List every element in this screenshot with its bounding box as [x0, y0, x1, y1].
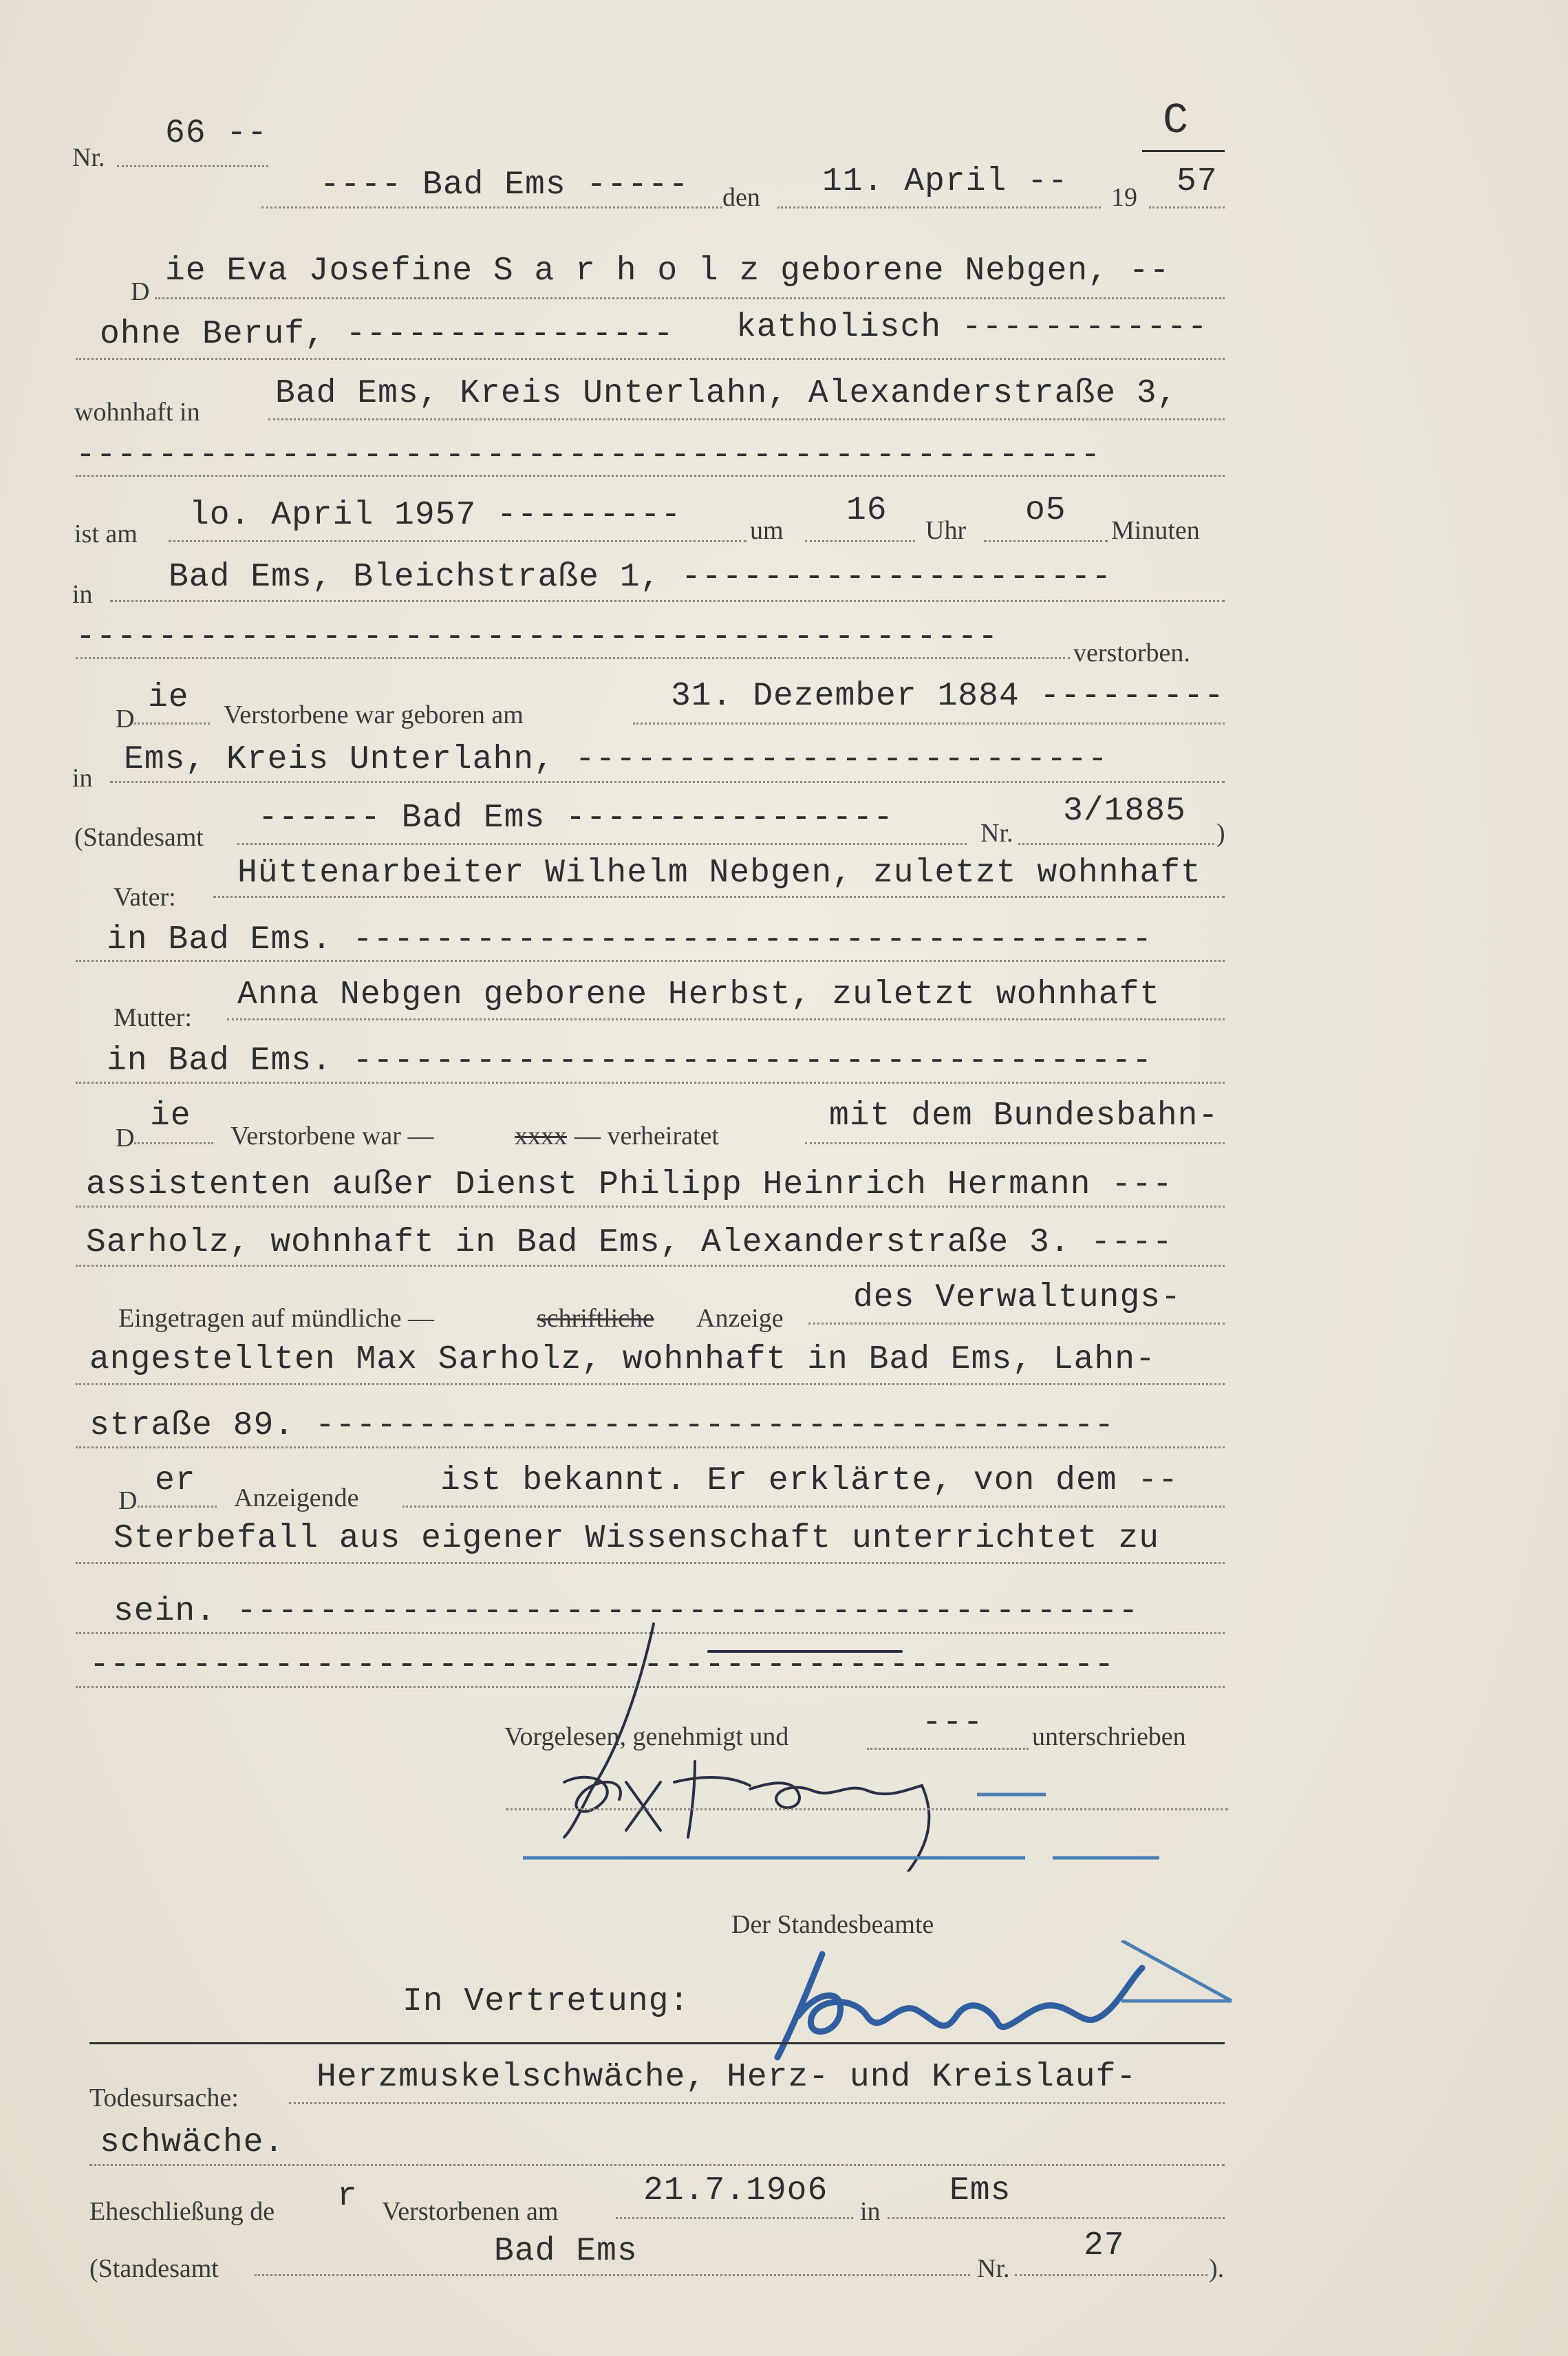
- dotted-line: [155, 297, 1225, 299]
- d-prefix: D: [116, 705, 135, 733]
- mutter: Anna Nebgen geborene Herbst, zuletzt wohnhaft: [237, 976, 1161, 1014]
- in-vertretung: In Vertretung:: [402, 1983, 690, 2020]
- register-date: 11. April --: [822, 163, 1068, 200]
- dotted-line: [402, 1506, 1225, 1508]
- close-paren: ): [1216, 819, 1225, 848]
- dotted-line: [261, 206, 722, 208]
- dotted-line: [616, 2217, 853, 2219]
- informant-line-1: des Verwaltungs-: [853, 1279, 1181, 1316]
- nr-value: 66 --: [165, 115, 268, 152]
- d-suffix: er: [155, 1462, 196, 1499]
- dotted-line: [227, 1018, 1225, 1020]
- religion: katholisch ------------: [736, 309, 1208, 346]
- spouse-line-1: mit dem Bundesbahn-: [829, 1097, 1219, 1135]
- dotted-line: [289, 2102, 1225, 2104]
- dotted-line: [76, 1562, 1225, 1564]
- birth-standesamt: ------ Bad Ems ----------------: [258, 800, 894, 837]
- dotted-line: [76, 1082, 1225, 1084]
- vater-label: Vater:: [114, 883, 176, 912]
- registrar-signature: [757, 1940, 1238, 2064]
- birth-date: 31. Dezember 1884 ---------: [671, 678, 1225, 715]
- dotted-line: [76, 960, 1225, 962]
- close-paren: ).: [1209, 2254, 1225, 2283]
- wohnhaft-label: wohnhaft in: [74, 398, 200, 427]
- dotted-line: [633, 722, 1225, 725]
- marriage-place: Ems: [949, 2172, 1011, 2209]
- anzeigende-label: Anzeigende: [234, 1484, 359, 1512]
- death-date: lo. April 1957 ---------: [189, 497, 682, 534]
- dotted-line: [89, 2164, 1225, 2166]
- dotted-line: [1149, 206, 1225, 208]
- dotted-line: [76, 475, 1225, 477]
- vater: Hüttenarbeiter Wilhelm Nebgen, zuletzt wohnhaft: [237, 855, 1201, 892]
- death-minutes: o5: [1025, 492, 1066, 529]
- d-suffix: ie: [148, 679, 189, 716]
- series-letter: C: [1163, 96, 1190, 145]
- todesursache-label: Todesursache:: [89, 2084, 239, 2112]
- cause-line-2: schwäche.: [100, 2124, 285, 2161]
- dotted-line: [213, 896, 1225, 898]
- geboren-label: Verstorbene war geboren am: [224, 700, 524, 729]
- register-place: ---- Bad Ems -----: [320, 167, 689, 204]
- dotted-line: [76, 1206, 1225, 1208]
- verstorben-label: verstorben.: [1073, 639, 1190, 667]
- informant-line-2: angestellten Max Sarholz, wohnhaft in Bad Ems, Lahn-: [89, 1341, 1156, 1378]
- dotted-line: [117, 165, 268, 167]
- vorgelesen-dash: ---: [922, 1704, 984, 1742]
- de-suffix: r: [337, 2178, 358, 2215]
- d-suffix: ie: [150, 1097, 191, 1135]
- anzeige-label: Anzeige: [696, 1304, 784, 1333]
- struck-text: schriftliche: [537, 1304, 654, 1333]
- dotted-line: [268, 418, 1225, 420]
- birth-nr: 3/1885: [1063, 793, 1186, 830]
- eingetragen-label: Eingetragen auf mündliche —: [118, 1304, 435, 1333]
- um-label: um: [750, 516, 784, 545]
- d-prefix: D: [131, 277, 150, 306]
- dotted-line: [76, 358, 1225, 360]
- mutter-label: Mutter:: [114, 1003, 192, 1032]
- deceased-address: Bad Ems, Kreis Unterlahn, Alexanderstraße 3,: [275, 375, 1178, 412]
- mutter-continuation: in Bad Ems. ---------------------------------------: [107, 1042, 1153, 1080]
- informant-line-3: straße 89. ---------------------------------------: [89, 1407, 1115, 1444]
- dotted-line: [506, 1808, 1228, 1810]
- spouse-line-2: assistenten außer Dienst Philipp Heinrich Hermann ---: [86, 1166, 1173, 1203]
- dotted-line: [76, 1265, 1225, 1267]
- separator-line: [89, 2042, 1225, 2044]
- dotted-line: [777, 206, 1101, 208]
- dotted-line: [984, 540, 1108, 542]
- fraction-line: [1142, 150, 1225, 152]
- marriage-standesamt: Bad Ems: [494, 2233, 638, 2270]
- year-suffix: 57: [1177, 163, 1218, 200]
- dotted-line: [134, 722, 210, 725]
- dotted-line: [138, 1506, 217, 1508]
- marriage-date: 21.7.19o6: [643, 2172, 828, 2209]
- nr-label: Nr.: [977, 2254, 1010, 2283]
- verstorbenen-am-label: Verstorbenen am: [382, 2197, 559, 2226]
- informant-line-4: --------------------------------------------------: [89, 1647, 1115, 1684]
- occupation: ohne Beruf, ----------------: [100, 316, 674, 353]
- standesbeamte-label: Der Standesbeamte: [731, 1910, 934, 1939]
- unterschrieben-label: unterschrieben: [1032, 1722, 1186, 1751]
- dotted-line: [169, 540, 747, 542]
- d-prefix: D: [118, 1486, 138, 1515]
- ist-am-label: ist am: [74, 520, 138, 548]
- cause-line-1: Herzmuskelschwäche, Herz- und Kreislauf-: [316, 2059, 1137, 2096]
- verstorbene-war-label: Verstorbene war —: [230, 1122, 434, 1150]
- marriage-nr: 27: [1084, 2227, 1125, 2264]
- struck-text: xxxx: [515, 1122, 567, 1150]
- eheschliessung-label: Eheschließung de: [89, 2197, 275, 2226]
- informant-line-2: Sterbefall aus eigener Wissenschaft unterrichtet zu: [114, 1520, 1160, 1557]
- dotted-line: [110, 600, 1225, 602]
- dotted-line: [134, 1142, 213, 1144]
- standesamt-label: (Standesamt: [74, 823, 204, 852]
- deceased-name: ie Eva Josefine S a r h o l z geborene Nebgen, --: [165, 253, 1170, 290]
- standesamt-label: (Standesamt: [89, 2254, 219, 2283]
- informant-line-1: ist bekannt. Er erklärte, von dem --: [440, 1462, 1179, 1499]
- informant-line-3: sein. --------------------------------------------: [114, 1593, 1139, 1630]
- informant-signature: [523, 1610, 1211, 1872]
- verheiratet-label: — verheiratet: [574, 1122, 719, 1150]
- vorgelesen-label: Vorgelesen, genehmigt und: [504, 1722, 789, 1751]
- dotted-line: [237, 843, 967, 845]
- dotted-line: [888, 2217, 1225, 2219]
- death-place-continuation: ---------------------------------------------: [76, 619, 999, 656]
- dotted-line: [1015, 2274, 1207, 2276]
- dotted-line: [805, 540, 915, 542]
- in-label: in: [72, 580, 93, 609]
- den-label: den: [722, 183, 760, 212]
- nr-label: Nr.: [72, 143, 105, 172]
- dotted-line: [110, 781, 1225, 783]
- dotted-line: [255, 2274, 970, 2276]
- birth-place: Ems, Kreis Unterlahn, --------------------------: [124, 741, 1108, 778]
- nr-label: Nr.: [980, 819, 1013, 848]
- dotted-line: [805, 1142, 1225, 1144]
- address-continuation: --------------------------------------------------: [76, 437, 1102, 474]
- death-place: Bad Ems, Bleichstraße 1, ---------------------: [169, 559, 1113, 596]
- in-label: in: [72, 764, 93, 793]
- dotted-line: [808, 1322, 1225, 1325]
- dotted-line: [76, 1446, 1225, 1448]
- d-prefix: D: [116, 1124, 135, 1153]
- vater-continuation: in Bad Ems. ---------------------------------------: [107, 921, 1153, 959]
- year-prefix: 19: [1111, 183, 1137, 212]
- dotted-line: [1018, 843, 1214, 845]
- dotted-line: [76, 657, 1070, 659]
- in-label: in: [860, 2197, 881, 2226]
- spouse-line-3: Sarholz, wohnhaft in Bad Ems, Alexanderstraße 3. ----: [86, 1224, 1173, 1261]
- dotted-line: [76, 1383, 1225, 1385]
- uhr-label: Uhr: [925, 516, 967, 545]
- minuten-label: Minuten: [1111, 516, 1200, 545]
- death-hour: 16: [846, 492, 888, 529]
